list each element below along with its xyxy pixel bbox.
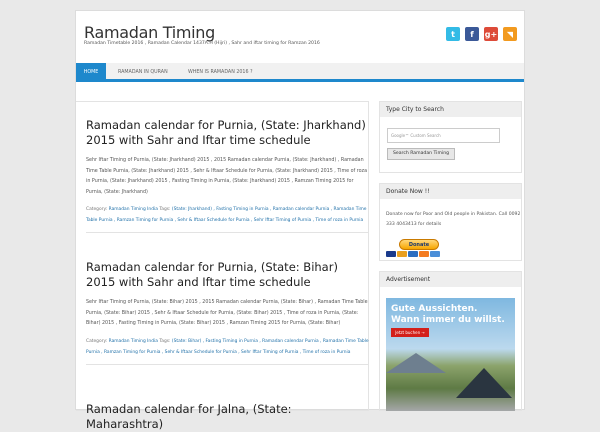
ad-line-2: Wann immer du willst. [391, 315, 505, 325]
discover-card-icon [419, 251, 429, 257]
ad-line-1: Gute Aussichten. [391, 304, 478, 314]
category-link[interactable]: Ramadan Timing India [108, 207, 158, 212]
nav-item-when-is-ramadan[interactable]: WHEN IS RAMADAN 2016 ? [188, 70, 253, 75]
main-content [76, 101, 369, 431]
search-button[interactable]: Search Ramadan Timing [387, 148, 455, 160]
post [86, 402, 369, 432]
post-title[interactable]: Ramadan calendar for Purnia, (State: Bihar) 2015 with Sahr and Iftar time schedule [86, 260, 338, 289]
rss-icon[interactable]: ◥ [503, 27, 517, 41]
nav-item-home[interactable]: HOME [76, 63, 106, 82]
page-wrapper [75, 10, 525, 431]
post-title[interactable]: Ramadan calendar for Jalna, (State: Maharashtra) [86, 402, 292, 431]
ad-cta-button[interactable]: Jetzt buchen → [391, 328, 429, 337]
facebook-icon[interactable]: f [465, 27, 479, 41]
mastercard-icon [397, 251, 407, 257]
post [86, 118, 369, 233]
site-title[interactable]: Ramadan Timing [84, 23, 216, 42]
post-meta [86, 204, 369, 226]
payment-cards [386, 251, 440, 257]
tags-label: Tags: [159, 207, 171, 212]
post [86, 260, 369, 365]
donate-widget-title: Donate Now !! [380, 184, 521, 199]
tags-label: Tags: [159, 338, 171, 344]
search-widget [379, 101, 522, 173]
post-divider [86, 364, 369, 365]
category-label: Category: [86, 207, 108, 212]
post-divider [86, 232, 369, 233]
amex-card-icon [408, 251, 418, 257]
ad-headline [391, 304, 505, 326]
search-widget-title: Type City to Search [380, 102, 521, 117]
donate-text: Donate now for Poor and Old people in Pakistan. Call 0092 333 4043413 for details [386, 212, 521, 227]
post-excerpt: Sehr Iftar Timing of Purnia, (State: Bihar) 2015 , 2015 Ramadan calendar Purnia, (State: Bihar) , Ramadan Time Table Purnia, (State: Bihar) 2015 , Sehr & Iftaar Schedule for Purnia, (State: Bihar) 2015 , Time of roza in Purnia, (State: Bihar) 2015 , Fasting Timing in Purnia, (State: Bihar) 2015 , Ramzan Timing 2015 for Purnia, (State: Bihar) [86, 300, 368, 326]
bank-card-icon [430, 251, 440, 257]
ad-mountain-shape [386, 353, 446, 373]
donate-button[interactable]: Donate [399, 239, 439, 250]
twitter-icon[interactable]: t [446, 27, 460, 41]
ad-widget-title: Advertisement [380, 272, 521, 287]
ad-house-shape [456, 368, 512, 398]
post-title[interactable]: Ramadan calendar for Purnia, (State: Jharkhand) 2015 with Sahr and Iftar time schedule [86, 118, 366, 147]
visa-card-icon [386, 251, 396, 257]
advertisement-banner[interactable] [386, 298, 515, 411]
google-plus-icon[interactable]: g+ [484, 27, 498, 41]
category-link[interactable]: Ramadan Timing India [108, 338, 158, 344]
main-nav [76, 63, 524, 82]
post-meta [86, 336, 369, 358]
tags-links[interactable]: (State: Jharkhand) , Fasting Timing in Purnia , Ramadan calendar Purnia , Ramadan Time Table Purnia , Ramzan Timing for Purnia , Sehr & Iftaar Schedule for Purnia , Sehr Iftar Timing of Purnia , Time of roza in Purnia [86, 207, 367, 223]
post-excerpt: Sehr Iftar Timing of Purnia, (State: Jharkhand) 2015 , 2015 Ramadan calendar Purnia, (State: Jharkhand) , Ramadan Time Table Purnia, (State: Jharkhand) 2015 , Sehr & Iftaar Schedule for Purnia, (State: Jharkhand) 2015 , Time of roza in Purnia, (State: Jharkhand) 2015 , Fasting Timing in Purnia, (State: Jharkhand) 2015 , Ramzan Timing 2015 for Purnia, (State: Jharkhand) [86, 158, 368, 195]
tags-links[interactable]: (State: Bihar) , Fasting Timing in Purnia , Ramadan calendar Purnia , Ramadan Time Table Purnia , Ramzan Timing for Purnia , Sehr & Iftaar Schedule for Purnia , Sehr Iftar Timing of Purnia , Time of roza in Purnia [86, 338, 369, 355]
site-tagline: Ramadan Timetable 2016 , Ramadan Calendar 1437A.H (Hijri) , Sahr and iftar timing for Ramzan 2016 [84, 41, 320, 46]
nav-item-ramadan-in-quran[interactable]: RAMADAN IN QURAN [118, 70, 168, 75]
category-label: Category: [86, 338, 108, 344]
search-input[interactable]: Google™ Custom Search [387, 128, 500, 143]
